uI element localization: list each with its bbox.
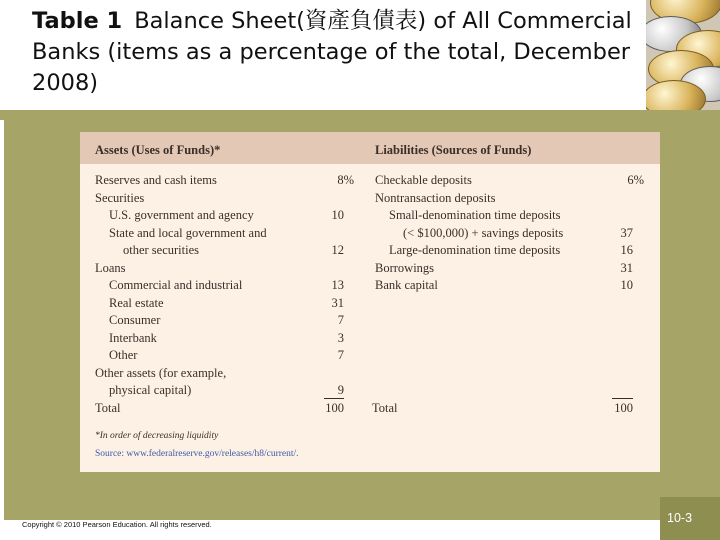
asset-value: 10 <box>331 208 344 222</box>
frame-stripe <box>0 120 4 520</box>
liabilities-header: Liabilities (Sources of Funds) <box>375 143 532 157</box>
liability-value: 6% <box>627 173 644 187</box>
copyright-notice: Copyright © 2010 Pearson Education. All rights reserved. <box>22 520 212 529</box>
liability-total-label: Total <box>372 401 398 415</box>
asset-label: Commercial and industrial <box>109 278 243 292</box>
subtotal-rule <box>324 398 344 399</box>
liability-label: Large-denomination time deposits <box>389 243 561 257</box>
asset-label: physical capital) <box>109 383 192 397</box>
asset-total-label: Total <box>95 401 121 415</box>
asset-label: State and local government and <box>109 225 267 240</box>
liability-total-value: 100 <box>614 401 633 415</box>
asset-label: Other <box>109 348 138 362</box>
asset-label: other securities <box>123 243 200 257</box>
asset-label: Loans <box>95 260 126 275</box>
liability-label: Borrowings <box>375 260 435 275</box>
liability-label: Small-denomination time deposits <box>389 208 561 222</box>
page-number: 10-3 <box>667 511 693 525</box>
liability-value: 37 <box>620 225 633 240</box>
assets-header: Assets (Uses of Funds)* <box>95 143 221 157</box>
asset-label: Securities <box>95 190 145 205</box>
title-text: Balance Sheet(資產負債表) of All Commercial Banks (items as a percentage of the total, December 2008) <box>32 8 632 96</box>
asset-label: Interbank <box>109 330 157 345</box>
asset-total-value: 100 <box>325 401 344 415</box>
page-number-box <box>660 497 720 540</box>
balance-sheet-table <box>80 132 660 472</box>
asset-value: 12 <box>331 243 344 257</box>
asset-value: 8% <box>337 173 354 187</box>
liability-value: 31 <box>620 260 633 275</box>
asset-value: 9 <box>337 383 344 397</box>
table-header-row <box>80 132 660 164</box>
asset-label: Real estate <box>109 295 164 310</box>
liability-label: Bank capital <box>375 278 438 292</box>
liability-label: Nontransaction deposits <box>375 190 496 205</box>
asset-value: 3 <box>337 330 344 345</box>
asset-value: 7 <box>337 348 344 362</box>
asset-label: Other assets (for example, <box>95 365 227 380</box>
table-source: Source: www.federalreserve.gov/releases/h8/current/. <box>95 449 299 459</box>
liability-label: (< $100,000) + savings deposits <box>403 225 564 240</box>
table-footnote: *In order of decreasing liquidity <box>95 431 219 441</box>
asset-label: U.S. government and agency <box>109 208 254 222</box>
asset-value: 31 <box>331 295 344 310</box>
coins-image <box>646 0 720 110</box>
liability-value: 16 <box>620 243 633 257</box>
table-number: Table 1 <box>32 8 123 34</box>
liability-value: 10 <box>620 278 633 292</box>
liability-label: Checkable deposits <box>375 173 472 187</box>
slide-title <box>32 6 632 99</box>
asset-value: 7 <box>337 313 344 327</box>
asset-label: Reserves and cash items <box>95 173 217 187</box>
asset-value: 13 <box>331 278 344 292</box>
subtotal-rule <box>612 398 633 399</box>
asset-label: Consumer <box>109 313 161 327</box>
